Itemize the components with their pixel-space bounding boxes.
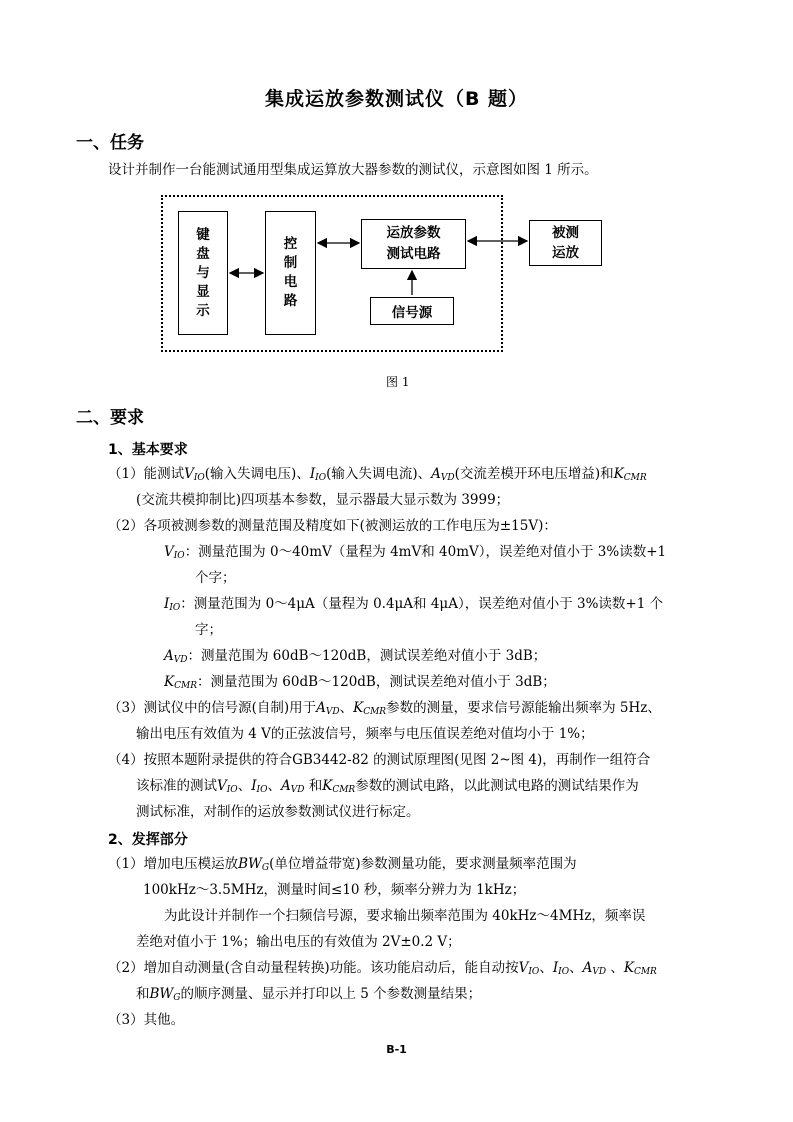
subscript: IO bbox=[226, 785, 238, 795]
symbol: I bbox=[309, 466, 316, 482]
symbol: I bbox=[164, 596, 170, 612]
block-label: 盘 bbox=[196, 245, 210, 262]
symbol: A bbox=[316, 700, 326, 716]
text: 参数的测试电路，以此测试电路的测试结果作为 bbox=[355, 778, 639, 794]
symbol: K bbox=[353, 700, 364, 716]
symbol: A bbox=[582, 960, 593, 976]
text: (输入失调电流)、 bbox=[326, 466, 432, 482]
extra-item-1-line-3: 为此设计并制作一个扫频信号源，要求输出频率范围为 40kHz～4MHz，频率误 bbox=[164, 908, 646, 924]
basic-requirements-heading: 1、基本要求 bbox=[108, 442, 188, 458]
task-description: 设计并制作一台能测试通用型集成运算放大器参数的测试仪，示意图如图 1 所示。 bbox=[108, 162, 598, 178]
text: (交流差模开环电压增益)和 bbox=[454, 466, 614, 482]
subscript: VD bbox=[440, 473, 455, 483]
text: 、 bbox=[339, 700, 354, 716]
extra-item-2-line-2 bbox=[136, 985, 481, 1007]
subscript: IO bbox=[169, 603, 181, 613]
text: (输入失调电压)、 bbox=[204, 466, 310, 482]
block-label: 控 bbox=[283, 236, 298, 252]
page-number: B-1 bbox=[386, 1043, 407, 1056]
symbol: V bbox=[164, 544, 174, 560]
basic-item-2-vio-cont: 个字； bbox=[195, 570, 236, 586]
basic-item-4-line-3: 测试标准，对制作的运放参数测试仪进行标定。 bbox=[136, 804, 420, 820]
subscript: CMR bbox=[623, 473, 647, 483]
symbol: V bbox=[217, 778, 227, 794]
block-label: 制 bbox=[283, 255, 298, 271]
text: 参数的测量，要求信号源能输出频率为 5Hz、 bbox=[386, 700, 661, 716]
subscript: IO bbox=[256, 785, 268, 795]
section-requirements-heading: 二、要求 bbox=[76, 408, 144, 428]
text: ：测量范围为 0～40mV（量程为 4mV和 40mV），误差绝对值小于 3%读数+1 bbox=[184, 544, 667, 560]
subscript: VD bbox=[325, 707, 340, 717]
symbol: I bbox=[552, 960, 559, 976]
subscript: VD bbox=[290, 785, 305, 795]
basic-item-2-vio bbox=[164, 543, 666, 565]
item-number: （1） bbox=[108, 466, 144, 482]
text: 和 bbox=[304, 778, 323, 794]
text: 和 bbox=[136, 986, 150, 1002]
extra-item-1-line-2: 100kHz～3.5MHz，测量时间≤10 秒，频率分辨力为 1kHz； bbox=[143, 882, 526, 898]
subscript: VD bbox=[173, 655, 188, 665]
text: 、 bbox=[606, 960, 624, 976]
basic-item-2-iio bbox=[164, 595, 663, 617]
text: ：测量范围为 60dB～120dB，测试误差绝对值小于 3dB； bbox=[187, 648, 547, 664]
basic-item-4-line-2 bbox=[136, 777, 639, 799]
subscript: CMR bbox=[332, 785, 356, 795]
text: 、 bbox=[569, 960, 583, 976]
block-label: 显 bbox=[196, 283, 210, 300]
symbol: K bbox=[164, 674, 175, 690]
block-label: 运放 bbox=[552, 245, 579, 261]
subscript: IO bbox=[528, 967, 540, 977]
basic-item-2-iio-cont: 字； bbox=[195, 622, 222, 638]
text: 的顺序测量、显示并打印以上 5 个参数测量结果； bbox=[180, 986, 482, 1002]
subscript: IO bbox=[193, 473, 205, 483]
text: 该标准的测试 bbox=[136, 778, 217, 794]
subscript: CMR bbox=[363, 707, 387, 717]
block-label: 信号源 bbox=[391, 305, 433, 321]
subscript: IO bbox=[173, 551, 185, 561]
section-task-heading: 一、任务 bbox=[76, 133, 144, 153]
basic-item-1-line-1 bbox=[108, 465, 647, 487]
diagram-arrows bbox=[0, 0, 793, 400]
block-label: 运放参数 bbox=[386, 225, 441, 241]
block-label: 路 bbox=[283, 293, 298, 309]
extra-item-1-line-4: 差绝对值小于 1%；输出电压的有效值为 2V±0.2 V； bbox=[136, 934, 461, 950]
symbol: BW bbox=[149, 986, 174, 1002]
subscript: G bbox=[261, 863, 270, 873]
page-title: 集成运放参数测试仪（B 题） bbox=[264, 88, 529, 110]
basic-item-2-line-1: （2）各项被测参数的测量范围及精度如下(被测运放的工作电压为±15V)： bbox=[108, 518, 557, 534]
subscript: IO bbox=[315, 473, 327, 483]
symbol: A bbox=[280, 778, 291, 794]
text: 、 bbox=[539, 960, 553, 976]
basic-item-2-kcmr bbox=[164, 673, 556, 695]
symbol: K bbox=[613, 466, 624, 482]
symbol: K bbox=[322, 778, 333, 794]
symbol: V bbox=[518, 960, 529, 976]
subscript: CMR bbox=[174, 681, 197, 691]
symbol: BW bbox=[238, 856, 262, 872]
extra-item-2-line-1 bbox=[108, 959, 657, 981]
text: ：测量范围为 60dB～120dB，测试误差绝对值小于 3dB； bbox=[196, 674, 556, 690]
extra-part-heading: 2、发挥部分 bbox=[108, 832, 188, 848]
basic-item-1-line-2: (交流共模抑制比)四项基本参数，显示器最大显示数为 3999； bbox=[136, 492, 510, 508]
symbol: V bbox=[184, 466, 194, 482]
block-label: 电 bbox=[283, 274, 298, 290]
subscript: VD bbox=[592, 967, 607, 977]
subscript: CMR bbox=[633, 967, 657, 977]
basic-item-4-line-1: （4）按照本题附录提供的符合GB3442-82 的测试原理图(见图 2~图 4)，再制作一组符合 bbox=[108, 752, 651, 768]
text: 、 bbox=[237, 778, 252, 794]
block-label: 与 bbox=[196, 264, 210, 281]
subscript: G bbox=[173, 993, 181, 1003]
basic-item-3-line-2: 输出电压有效值为 4 V的正弦波信号，频率与电压值误差绝对值均小于 1%； bbox=[136, 726, 594, 742]
basic-item-2-avd bbox=[164, 647, 546, 669]
subscript: IO bbox=[558, 967, 570, 977]
text: (单位增益带宽)参数测量功能，要求测量频率范围为 bbox=[269, 856, 577, 872]
block-label: 示 bbox=[196, 302, 210, 319]
block-label: 测试电路 bbox=[386, 246, 441, 262]
symbol: A bbox=[431, 466, 441, 482]
text: 能测试 bbox=[143, 466, 185, 482]
text: ：测量范围为 0～4μA（量程为 0.4μA和 4μA），误差绝对值小于 3%读数+1 个 bbox=[180, 596, 664, 612]
extra-item-3: （3）其他。 bbox=[108, 1012, 185, 1028]
text: （1）增加电压模运放 bbox=[108, 856, 239, 872]
symbol: I bbox=[251, 778, 257, 794]
block-label: 被测 bbox=[552, 225, 579, 241]
text: 、 bbox=[267, 778, 281, 794]
extra-item-1-line-1 bbox=[108, 855, 577, 877]
basic-item-3-line-1 bbox=[108, 699, 661, 721]
symbol: A bbox=[164, 648, 174, 664]
text: （2）增加自动测量(含自动量程转换)功能。该功能启动后，能自动按 bbox=[108, 960, 519, 976]
text: （3）测试仪中的信号源(自制)用于 bbox=[108, 700, 317, 716]
block-label: 键 bbox=[196, 226, 210, 243]
figure-caption: 图 1 bbox=[386, 375, 410, 389]
symbol: K bbox=[623, 960, 634, 976]
